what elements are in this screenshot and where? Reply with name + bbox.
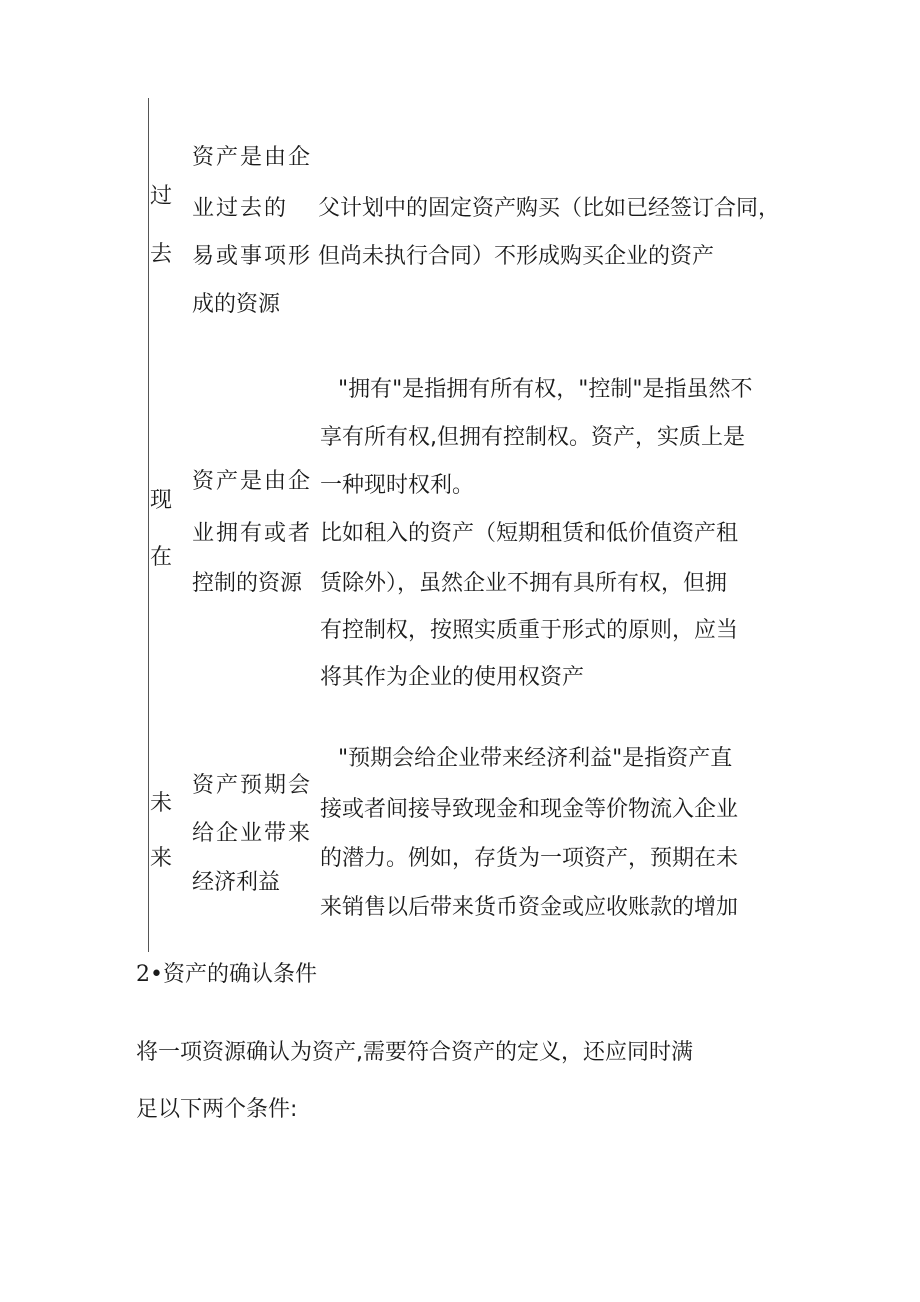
period-char: 在 xyxy=(150,545,173,570)
explanation-line: 的潜力。例如，存货为一项资产，预期在未 xyxy=(320,846,739,871)
aspect-line: 成的资源 xyxy=(192,292,281,317)
period-char: 现 xyxy=(150,488,173,513)
explanation-line: 一种现时权利。 xyxy=(320,473,475,498)
explanation-line: "预期会给企业带来经济利益"是指资产直 xyxy=(338,746,733,771)
aspect-line: 资产是由企 xyxy=(192,469,313,494)
paragraph-line: 足以下两个条件: xyxy=(136,1097,298,1122)
aspect-line: 经济利益 xyxy=(192,870,281,895)
explanation-line: 享有所有权,但拥有控制权。资产，实质上是 xyxy=(320,425,745,450)
explanation-line: 将其作为企业的使用权资产 xyxy=(320,665,585,690)
aspect-line: 易或事项形 xyxy=(192,244,313,269)
paragraph-line: 将一项资源确认为资产,需要符合资产的定义，还应同时满 xyxy=(136,1040,693,1065)
explanation-line: 父计划中的固定资产购买（比如已经签订合同， xyxy=(318,196,781,221)
explanation-line: 但尚未执行合同）不形成购买企业的资产 xyxy=(318,244,715,269)
aspect-line: 控制的资源 xyxy=(192,571,303,596)
explanation-line: 比如租入的资产（短期租赁和低价值资产租 xyxy=(320,521,739,546)
period-char: 未 xyxy=(150,791,173,816)
aspect-line: 业拥有或者 xyxy=(192,521,313,546)
explanation-line: 接或者间接导致现金和现金等价物流入企业 xyxy=(320,797,739,822)
aspect-line: 资产是由企 xyxy=(192,145,313,170)
section-heading: 2•资产的确认条件 xyxy=(136,962,317,987)
explanation-line: "拥有"是指拥有所有权，"控制"是指虽然不 xyxy=(338,377,753,402)
aspect-line: 业过去的 xyxy=(192,196,289,221)
explanation-line: 赁除外），虽然企业不拥有具所有权，但拥 xyxy=(320,571,728,596)
aspect-line: 给企业带来 xyxy=(192,821,313,846)
table-left-border xyxy=(148,98,149,952)
explanation-line: 有控制权，按照实质重于形式的原则，应当 xyxy=(320,618,739,643)
aspect-line: 资产预期会 xyxy=(192,773,313,798)
period-char: 过 xyxy=(150,184,173,209)
explanation-line: 来销售以后带来货币资金或应收账款的增加 xyxy=(320,895,739,920)
period-char: 来 xyxy=(150,846,173,871)
period-char: 去 xyxy=(150,242,173,267)
